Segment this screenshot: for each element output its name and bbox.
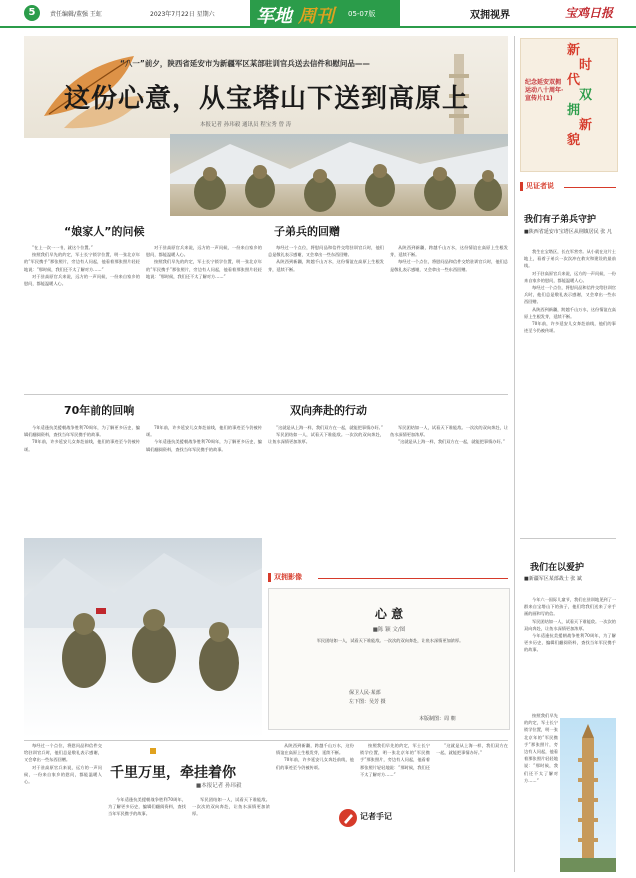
story2-title: 我们在以爱护 bbox=[530, 563, 585, 573]
paragraph: 今年适逢抗美援朝战争胜利70周年，为了解更多历史，编辑们翻阅资料，查找当年军民携手的故事。 bbox=[108, 797, 186, 817]
feature-col-1 bbox=[24, 742, 102, 872]
article-col-2 bbox=[146, 244, 262, 390]
section-heading-2: 子弟兵的回赠 bbox=[274, 225, 340, 238]
paragraph: “这就是从上海一样，我们双方在一起，就能把事情办好。” bbox=[436, 743, 508, 756]
brand-title-a: 军地 bbox=[256, 6, 292, 27]
paragraph: 70年前，许多延安儿女奔赴前线，他们的事迹至今仍被传颂。 bbox=[276, 757, 354, 770]
story1-title: 我们有子弟兵守护 bbox=[524, 215, 597, 225]
page-number: 5 bbox=[24, 5, 40, 21]
newspaper-logo: 宝鸡日报 bbox=[565, 6, 614, 20]
paragraph: 70年前，许多延安儿女奔赴前线，他们的事迹至今仍被传颂。 bbox=[146, 425, 262, 438]
paragraph: 70年前，许多延安儿女奔赴前线，他们的事迹至今仍被传颂。 bbox=[24, 439, 140, 452]
paragraph: 对于驻高原官兵来说，远方的一声问候，一份来自家乡的慰问，都能温暖人心。 bbox=[24, 764, 102, 785]
masthead bbox=[0, 0, 636, 28]
promo-char: 时 bbox=[579, 58, 593, 73]
paragraph: 军民团结如一人，试看天下谁能敌。一次次的双向奔赴，让鱼水深情更加浓厚。 bbox=[390, 425, 508, 438]
paragraph: “这就是从上海一样，我们双方在一起，就能把事情办好。” bbox=[398, 439, 505, 445]
promo-char: 拥 bbox=[567, 103, 581, 118]
paragraph: 从陕西到新疆，跨越千山万水，这份情谊在高原上生根发芽，延续不断。 bbox=[390, 245, 508, 258]
paragraph: 军民团结如一人，试看天下谁能敌。一次次的双向奔赴，让鱼水深情更加浓厚。 bbox=[268, 432, 384, 445]
paragraph: 军民团结如一人，试看天下谁能敌。一次次的双向奔赴，让鱼水深情更加浓厚。 bbox=[524, 618, 616, 631]
sidebar-divider bbox=[520, 538, 616, 539]
section-name: 双拥视界 bbox=[470, 10, 510, 21]
promo-banner bbox=[520, 38, 618, 172]
pagoda-illustration bbox=[560, 718, 616, 872]
feature-col-3 bbox=[192, 796, 270, 872]
article-col-6 bbox=[146, 424, 262, 530]
section-label-album bbox=[268, 571, 508, 583]
paragraph: 从陕西到新疆，跨越千山万水，这份情谊在高原上生根发芽，延续不断。 bbox=[268, 259, 384, 272]
poem-caption-3: 本版制图：周 朝 bbox=[419, 716, 456, 722]
witness-rule bbox=[564, 187, 616, 188]
paragraph: 70年前，许多延安儿女奔赴前线，他们的事迹至今仍被传颂。 bbox=[524, 321, 616, 334]
witness-bar bbox=[520, 182, 523, 191]
section-heading-3: 70年前的回响 bbox=[64, 404, 135, 417]
poem-box bbox=[268, 588, 510, 730]
paragraph: 每经过一个点位，将慰问品和信件交给驻训官兵时，他们总是敬礼表示感谢，又会拿出一些东西回赠。 bbox=[24, 743, 102, 763]
issue-label: 05-07版 bbox=[348, 10, 376, 18]
feature-col-2 bbox=[108, 796, 186, 872]
reporter-notes-text: 记者手记 bbox=[360, 812, 392, 821]
orange-tag bbox=[150, 748, 156, 754]
album-tag-bar bbox=[268, 573, 271, 582]
paragraph: “在上一次一一书，就这个位置。” bbox=[32, 245, 93, 250]
paragraph: 今年六一国际儿童节，我们在驻训地见到了一群来自宝塔山下的孩子，他们给我们送来了亲手画的画和写的信。 bbox=[524, 597, 616, 617]
column-rule bbox=[514, 36, 515, 872]
promo-char: 代 bbox=[567, 73, 581, 88]
poem-title: 心 意 bbox=[374, 607, 404, 621]
promo-column bbox=[567, 43, 611, 148]
feature-title: 千里万里，牵挂着你 bbox=[110, 765, 236, 781]
article-col-1 bbox=[24, 244, 140, 390]
feature-byline: ■本报记者 孙玮毅 bbox=[196, 783, 242, 789]
paragraph: 对于驻高原官兵来说，远方的一声问候，一份来自家乡的慰问，都能温暖人心。 bbox=[24, 273, 140, 287]
paragraph: 我生在宝塔区，长在军营旁。从小就在这片土地上，看着子弟兵一次次冲在救灾和建设的最前线。 bbox=[524, 249, 616, 269]
story2-byline: ■新疆军区某部战士 张 斌 bbox=[524, 576, 582, 582]
pagoda-photo bbox=[560, 718, 616, 872]
paragraph: 从陕西到新疆，跨越千山万水，这份情谊在高原上生根发芽，延续不断。 bbox=[524, 306, 616, 319]
patrol-illustration bbox=[24, 538, 262, 738]
paragraph: 按照我们早先的约定，军士长宁锁学位置，明一张北京年的“军民携手”那张照片，旁边有人问起，他看着那张照片轻轻地说：“那时候，我们还不太了解对方……” bbox=[146, 259, 262, 279]
paragraph: 每经过一个点位，将慰问品和信件交给驻训官兵时，他们总是敬礼表示感谢，又会拿出一些东西回赠。 bbox=[524, 285, 616, 305]
poem-line: 军民团结如一人，试看天下谁能敌。一次次的双向奔赴，让鱼水深情更加浓厚。 bbox=[316, 638, 464, 643]
promo-char: 双 bbox=[579, 88, 593, 103]
paragraph: “这就是从上海一样，我们双方在一起，就能把事情办好。” bbox=[276, 425, 383, 430]
hero-photo bbox=[170, 134, 508, 216]
editor-line: 责任编辑/董强 王虹 bbox=[50, 11, 102, 18]
article-col-8 bbox=[390, 424, 508, 564]
poem-body bbox=[305, 637, 475, 681]
pen-icon bbox=[338, 808, 358, 828]
promo-char: 貌 bbox=[567, 133, 581, 148]
paragraph: 今年适逢抗美援朝战争胜利70周年，为了解更多历史，编辑们翻阅资料，查找当年军民携手的故事。 bbox=[146, 439, 262, 452]
article-col-4 bbox=[390, 244, 508, 390]
snow-patrol-photo bbox=[24, 538, 262, 738]
promo-subtitle: 纪念延安双拥运动八十周年·宣传片(1) bbox=[525, 79, 564, 102]
poem-caption-1: 保卫人民·某部 bbox=[349, 690, 381, 696]
issue-date: 2023年7月22日 星期六 bbox=[150, 11, 215, 18]
promo-char: 新 bbox=[579, 118, 593, 133]
brand-title-b: 周刊 bbox=[298, 6, 334, 27]
paragraph: 每经过一个点位，将慰问品和信件交给驻训官兵时，他们总是敬礼表示感谢，又会拿出一些东西回赠。 bbox=[268, 245, 384, 258]
story1-byline: ■陕西省延安市宝塔区从荆镇居民 张 凡 bbox=[524, 229, 612, 235]
paragraph: 每经过一个点位，将慰问品和信件交给驻训官兵时，他们总是敬礼表示感谢，又会拿出一些东西回赠。 bbox=[390, 259, 508, 272]
feature-col-6 bbox=[436, 742, 508, 802]
poem-byline: ■陈 颖 文/图 bbox=[372, 627, 406, 633]
reporter-notes-label bbox=[338, 806, 406, 828]
story2-body bbox=[524, 596, 616, 706]
paragraph: 按照我们早先的约定，军士长宁锁学位置，明一张北京年的“军民携手”那张照片，旁边有人问起，他看着那张照片轻轻地说：“那时候，我们还不太了解对方……” bbox=[524, 713, 558, 783]
paragraph: 今年适逢抗美援朝战争胜利70周年，为了解更多历史，编辑们翻阅资料，查找当年军民携手的故事。 bbox=[24, 425, 140, 438]
witness-label bbox=[520, 180, 616, 192]
poem-caption-2: 左下图：吴芳 摄 bbox=[349, 699, 386, 705]
sidebar-bottom-text bbox=[524, 712, 558, 872]
paragraph: 按照我们早先的约定，军士长宁锁学位置，明一张北京年的“军民携手”那张照片，旁边有人问起，他看着那张照片轻轻地说：“那时候，我们还不太了解对方……” bbox=[360, 743, 430, 777]
section-heading-1: “娘家人”的问候 bbox=[64, 225, 145, 238]
article-col-3 bbox=[268, 244, 384, 390]
witness-text: 见证者说 bbox=[526, 182, 554, 190]
album-tag-rule bbox=[318, 578, 508, 579]
story1-body bbox=[524, 248, 616, 530]
lead-title: 这份心意，从宝塔山下送到高原上 bbox=[64, 84, 470, 114]
album-tag: 双拥影像 bbox=[274, 573, 302, 581]
lead-kicker: “八一”前夕，陕西省延安市为新疆军区某部驻训官兵送去信件和慰问品—— bbox=[120, 59, 370, 68]
article-col-5 bbox=[24, 424, 140, 530]
paragraph: 按照我们早先的约定，军士长宁锁学位置，明一张北京年的“军民携手”那张照片，旁边有人问起，他看着那张照片轻轻地说：“那时候，我们还不太了解对方……” bbox=[24, 252, 140, 272]
feature-col-5 bbox=[360, 742, 430, 812]
paragraph: 对于驻高原官兵来说，远方的一声问候，一份来自家乡的慰问，都能温暖人心。 bbox=[524, 270, 616, 283]
paragraph: 今年适逢抗美援朝战争胜利70周年，为了解更多历史，编辑们翻阅资料，查找当年军民携手的故事。 bbox=[524, 633, 616, 653]
row-rule bbox=[24, 740, 508, 741]
promo-char: 新 bbox=[567, 43, 581, 58]
paragraph: 军民团结如一人，试看天下谁能敌。一次次的双向奔赴，让鱼水深情更加浓厚。 bbox=[192, 797, 270, 817]
section-heading-4: 双向奔赴的行动 bbox=[290, 404, 367, 417]
lead-byline: 本报记者 孙玮毅 通讯员 程宝秀 曾 涛 bbox=[200, 122, 292, 128]
article-col-7 bbox=[268, 424, 384, 564]
paragraph: 对于驻高原官兵来说，远方的一声问候，一份来自家乡的慰问，都能温暖人心。 bbox=[146, 245, 262, 258]
row-rule bbox=[24, 394, 508, 395]
soldiers-illustration bbox=[170, 134, 508, 216]
paragraph: 从陕西到新疆，跨越千山万水，这份情谊在高原上生根发芽，延续不断。 bbox=[276, 743, 354, 756]
